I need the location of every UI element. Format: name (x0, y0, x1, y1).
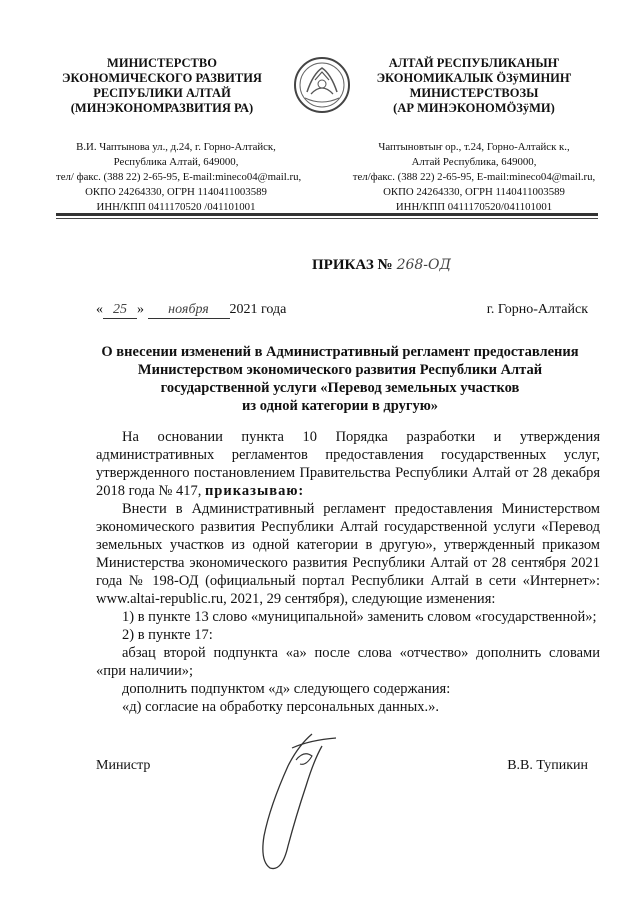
order-subject (60, 343, 620, 415)
order-directive: приказываю: (204, 483, 305, 499)
ministry-title-ru-line: (МИНЭКОНОМРАЗВИТИЯ РА) (70, 101, 254, 115)
ministry-title-alt-line: (АР МИНЭКОНОМÖЗÿМИ) (393, 101, 555, 115)
ministry-title-alt-line: АЛТАЙ РЕСПУБЛИКАНЫҤ (388, 56, 560, 70)
subject-line: Министерством экономического развития Республики Алтай (137, 362, 543, 378)
subject-line: из одной категории в другую» (241, 398, 439, 414)
address-line: ИНН/КПП 0411170520/041101001 (395, 201, 553, 213)
handwritten-signature (240, 726, 350, 876)
paragraph-item-1: 1) в пункте 13 слово «муниципальной» заменить словом «государственной»; (122, 609, 597, 625)
paragraph-basis-text: На основании пункта 10 Порядка разработки и утверждения административных регламентов предоставления государственных услуг, утвержденного постановлением Правительства Республики Алтай от 28 декабря 2018 года № 417, (96, 429, 600, 499)
order-date (96, 302, 286, 319)
ministry-address-ru (56, 140, 302, 215)
address-line: Алтай Республика, 649000, (411, 156, 537, 168)
ministry-address-alt (350, 140, 598, 215)
ministry-title-ru-line: РЕСПУБЛИКИ АЛТАЙ (93, 86, 231, 100)
paragraph-basis (96, 428, 600, 500)
date-month: ноября (148, 302, 230, 319)
signatory-name: В.В. Тупикин (507, 758, 588, 773)
header-divider-thick (56, 213, 598, 216)
order-body (96, 428, 600, 716)
order-number: 268-ОД (396, 257, 451, 273)
order-title (312, 257, 451, 274)
header-divider-thin (56, 218, 598, 219)
ministry-title-alt-line: ЭКОНОМИКАЛЫК ÖЗÿМИНИҤ (376, 71, 572, 85)
ministry-title-alt (372, 56, 576, 116)
paragraph-item-2-a: абзац второй подпункта «а» после слова «отчество» дополнить словами «при наличии»; (96, 645, 600, 679)
date-quote-close: » (137, 302, 144, 317)
signatory-position: Министр (96, 758, 151, 773)
ministry-title-alt-line: МИНИСТЕРСТВОЗЫ (409, 86, 539, 100)
date-day: 25 (103, 302, 137, 319)
paragraph-item-2-d: дополнить подпунктом «д» следующего содержания: (122, 681, 451, 697)
address-line: Чаптыновтыҥ ор., т.24, Горно-Алтайск к., (378, 141, 570, 153)
paragraph-item-2: 2) в пункте 17: (122, 627, 213, 643)
order-title-label: ПРИКАЗ № (312, 257, 393, 273)
subject-line: государственной услуги «Перевод земельных участков (160, 380, 520, 396)
ministry-title-ru (62, 56, 262, 116)
address-line: ОКПО 24264330, ОГРН 1140411003589 (85, 186, 267, 198)
address-line: тел/ факс. (388 22) 2-65-95, E-mail:mineco04@mail.ru, (56, 171, 302, 183)
address-line: тел/факс. (388 22) 2-65-95, E-mail:mineco04@mail.ru, (352, 171, 596, 183)
date-year: 2021 года (229, 302, 287, 317)
address-line: Республика Алтай, 649000, (113, 156, 239, 168)
date-quote-open: « (96, 302, 103, 317)
coat-of-arms-icon (293, 54, 351, 116)
subject-line: О внесении изменений в Административный регламент предоставления (101, 344, 579, 360)
order-city: г. Горно-Алтайск (486, 302, 588, 317)
paragraph-amendment: Внести в Административный регламент предоставления Министерством экономического развития Республики Алтай государственной услуги «Перевод земельных участков из одной категории в другую», утвержденный приказом Министерства экономического развития Республики Алтай от 28 сентября 2021 года № 198-ОД (официальный портал Республики Алтай в сети «Интернет»: www.altai-republic.ru, 2021, 29 сентября), следующие изменения: (96, 501, 600, 607)
address-line: В.И. Чаптынова ул., д.24, г. Горно-Алтайск, (76, 141, 276, 153)
ministry-title-ru-line: ЭКОНОМИЧЕСКОГО РАЗВИТИЯ (62, 71, 262, 85)
paragraph-item-2-d-text: «д) согласие на обработку персональных данных.». (122, 699, 440, 715)
address-line: ОКПО 24264330, ОГРН 1140411003589 (383, 186, 565, 198)
ministry-title-ru-line: МИНИСТЕРСТВО (107, 56, 217, 70)
address-line: ИНН/КПП 0411170520 /041101001 (96, 201, 256, 213)
